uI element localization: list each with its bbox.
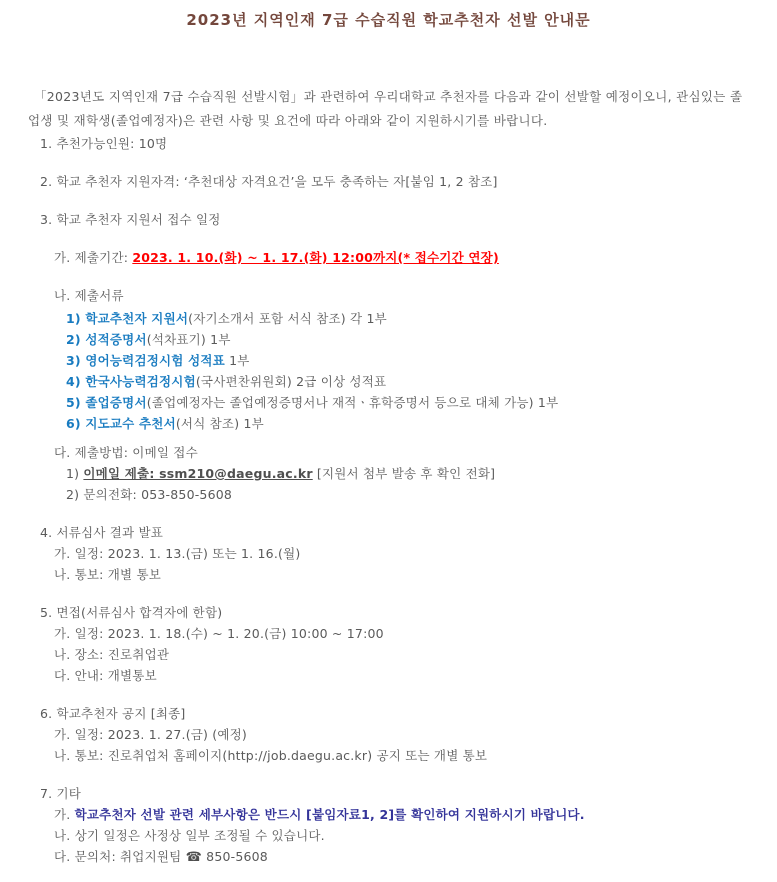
- section1-heading: 1. 추천가능인원: 10명: [40, 136, 168, 151]
- email-address: 이메일 제출: ssm210@daegu.ac.kr: [83, 466, 313, 481]
- document-item-4: 4) 한국사능력검정시험(국사편찬위원회) 2급 이상 성적표: [66, 374, 387, 389]
- submission-method-line: 다. 제출방법: 이메일 접수: [54, 445, 198, 460]
- phone-icon: ☎: [185, 850, 202, 865]
- section4-notify-line: 나. 통보: 개별 통보: [54, 567, 162, 582]
- page-title: 2023년 지역인재 7급 수습직원 학교추천자 선발 안내문: [186, 11, 591, 29]
- section5-place-line: 나. 장소: 진로취업관: [54, 647, 170, 662]
- document-item-2: 2) 성적증명서(석차표기) 1부: [66, 332, 231, 347]
- document-item-6: 6) 지도교수 추천서(서식 참조) 1부: [66, 416, 264, 431]
- document-item-5: 5) 졸업증명서(졸업예정자는 졸업예정증명서나 재적ㆍ휴학증명서 등으로 대체 가능) 1부: [66, 395, 559, 410]
- section5-schedule-line: 가. 일정: 2023. 1. 18.(수) ~ 1. 20.(금) 10:00 ~ 17:00: [54, 626, 384, 641]
- section2-heading: 2. 학교 추천자 지원자격: ‘추천대상 자격요건’을 모두 충족하는 자[붙임 1, 2 참조]: [40, 174, 498, 189]
- section4-schedule-line: 가. 일정: 2023. 1. 13.(금) 또는 1. 16.(월): [54, 546, 301, 561]
- document-item-1: 1) 학교추천자 지원서(자기소개서 포함 서식 참조) 각 1부: [66, 311, 387, 326]
- homepage-url: http://job.daegu.ac.kr: [227, 748, 368, 763]
- section6-heading: 6. 학교추천자 공지 [최종]: [40, 706, 186, 721]
- submission-period-line: 가. 제출기간: 2023. 1. 10.(화) ~ 1. 17.(화) 12:00까지(* 접수기간 연장): [54, 250, 499, 265]
- intro-paragraph: 「2023년도 지역인재 7급 수습직원 선발시험」과 관련하여 우리대학교 추천자를 다음과 같이 선발할 예정이오니, 관심있는 졸업생 및 재학생(졸업예정자)은 관련 사항 및 요건에 따라 아래와 같이 지원하시기를 바랍니다.: [28, 89, 743, 128]
- inquiry-phone-line: 2) 문의전화: 053-850-5608: [66, 487, 233, 502]
- section5-heading: 5. 면접(서류심사 합격자에 한함): [40, 605, 223, 620]
- section7-heading: 7. 기타: [40, 786, 82, 801]
- section6-schedule-line: 가. 일정: 2023. 1. 27.(금) (예정): [54, 727, 247, 742]
- section6-notify-line: 나. 통보: 진로취업처 홈페이지(http://job.daegu.ac.kr) 공지 또는 개별 통보: [54, 748, 488, 763]
- section4-heading: 4. 서류심사 결과 발표: [40, 525, 164, 540]
- deadline-text: 2023. 1. 10.(화) ~ 1. 17.(화) 12:00까지(* 접수기간 연장): [132, 250, 499, 265]
- document-item-3: 3) 영어능력검정시험 성적표 1부: [66, 353, 250, 368]
- documents-heading: 나. 제출서류: [54, 288, 124, 303]
- important-notice: 학교추천자 선발 관련 세부사항은 반드시 [붙임자료1, 2]를 확인하여 지원하시기 바랍니다.: [74, 807, 585, 822]
- section7-notice-line: 가. 학교추천자 선발 관련 세부사항은 반드시 [붙임자료1, 2]를 확인하여 지원하시기 바랍니다.: [54, 807, 585, 822]
- section7-contact-line: 다. 문의처: 취업지원팀 ☎ 850-5608: [54, 849, 268, 865]
- email-submit-line: 1) 이메일 제출: ssm210@daegu.ac.kr [지원서 첨부 발송 후 확인 전화]: [66, 466, 496, 481]
- document-body: [0, 133, 777, 867]
- section7-schedule-line: 나. 상기 일정은 사정상 일부 조정될 수 있습니다.: [54, 828, 325, 843]
- section3-heading: 3. 학교 추천자 지원서 접수 일정: [40, 212, 221, 227]
- section5-guide-line: 다. 안내: 개별통보: [54, 668, 157, 683]
